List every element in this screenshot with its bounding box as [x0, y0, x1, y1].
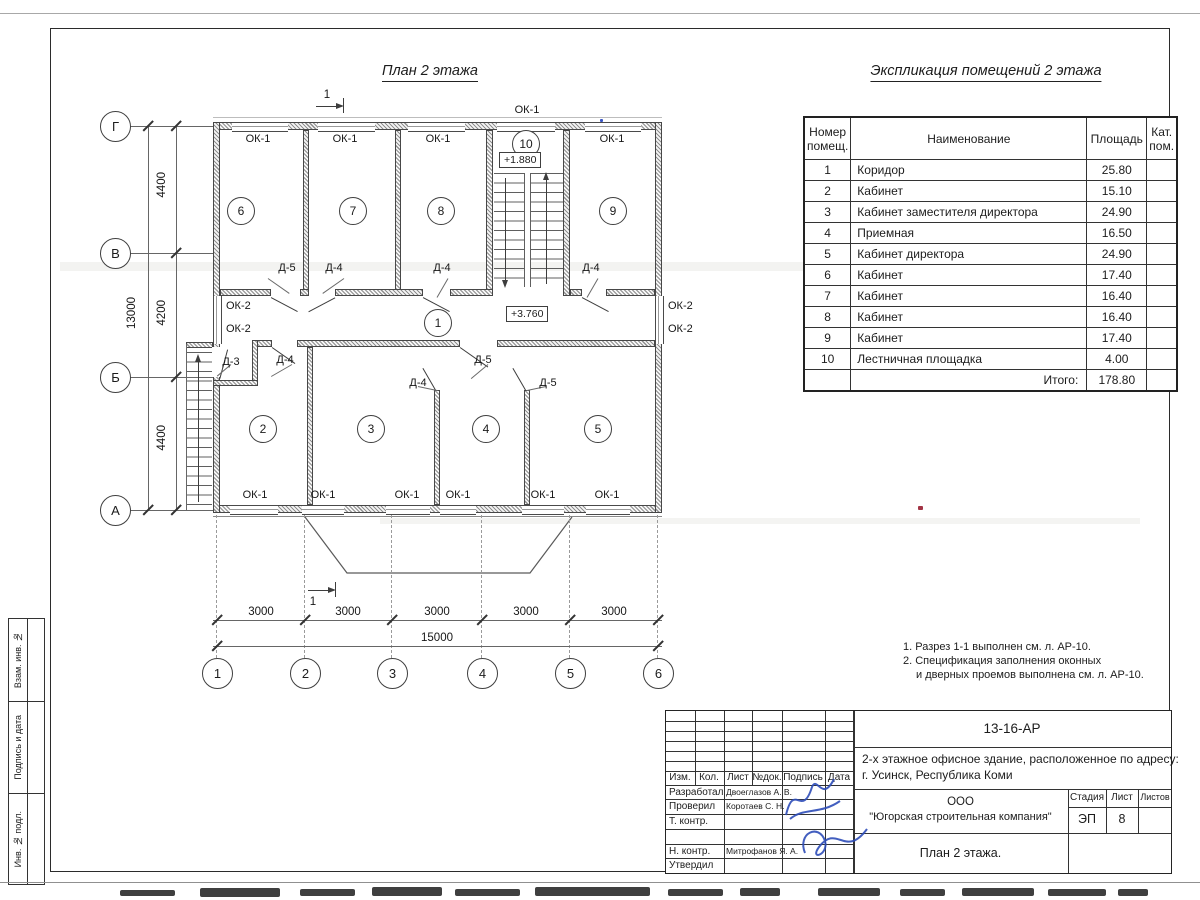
room-cat [1147, 181, 1177, 202]
tb-line [666, 731, 853, 732]
dim-value: 3000 [335, 606, 361, 618]
wall-external-stair [186, 342, 213, 348]
drawing-name: План 2 этажа. [919, 846, 1002, 860]
stair-treads [187, 352, 212, 506]
room-name: Кабинет директора [851, 244, 1087, 265]
entrance-canopy [300, 514, 580, 578]
room-bubble [424, 309, 452, 337]
note-line: 1. Разрез 1-1 выполнен см. л. АР-10. [903, 641, 1091, 653]
room-bubble [599, 197, 627, 225]
scan-blue-speck [600, 119, 603, 122]
dim-left-2: 4200 [156, 300, 168, 326]
axis-bubble-bottom [290, 658, 321, 689]
room-num: 7 [804, 286, 851, 307]
room-bubble [249, 415, 277, 443]
axis-label: В [111, 246, 120, 261]
axis-label: 4 [478, 666, 487, 681]
section-mark-number: 1 [323, 89, 331, 101]
dim-line-bottom-total [213, 646, 662, 647]
room-number: 4 [482, 422, 490, 436]
col-header-area: Площадь [1087, 117, 1147, 160]
room-num: 6 [804, 265, 851, 286]
dim-total-left: 13000 [126, 297, 138, 329]
window-label: ОК-2 [668, 323, 693, 335]
side-strip-cell [8, 793, 45, 885]
tb-line [666, 761, 853, 762]
tb-col-header: Кол. [699, 772, 719, 783]
axis-label: А [111, 503, 120, 518]
window-label: ОК-1 [242, 489, 268, 501]
project-description: г. Усинск, Республика Коми [862, 768, 1013, 782]
room-area: 4.00 [1087, 349, 1147, 370]
door-label: Д-3 [222, 356, 240, 368]
scan-blob [1048, 889, 1106, 896]
room-area: 16.50 [1087, 223, 1147, 244]
tb-role: Разработал [669, 787, 724, 798]
window-label: ОК-1 [599, 133, 625, 145]
room-num: 9 [804, 328, 851, 349]
scan-blob [200, 888, 280, 897]
company-name: "Югорская строительная компания" [869, 811, 1052, 823]
room-cat [1147, 160, 1177, 181]
room-area: 16.40 [1087, 307, 1147, 328]
lintel-line [213, 117, 662, 118]
tb-col-header: Подпись [783, 772, 823, 783]
table-row [804, 265, 1177, 286]
col-header-cat: Кат. пом. [1147, 117, 1177, 160]
scan-blob [1118, 889, 1148, 896]
room-num: 1 [804, 160, 851, 181]
tb-line [695, 711, 696, 785]
door-label: Д-5 [539, 377, 557, 389]
table-total-row [804, 370, 1177, 392]
axis-label: 1 [213, 666, 222, 681]
room-number: 7 [349, 204, 357, 218]
room-number: 3 [367, 422, 375, 436]
tb-col-header: Изм. [669, 772, 691, 783]
room-cat [1147, 265, 1177, 286]
stage-value: ЭП [1078, 812, 1096, 826]
room-bubble [472, 415, 500, 443]
tb-line [724, 711, 725, 873]
scan-edge-top [0, 13, 1200, 14]
document-code: 13-16-АР [983, 721, 1041, 736]
col-header-number: Номер помещ. [804, 117, 851, 160]
dim-value: 3000 [248, 606, 274, 618]
window-label: ОК-2 [226, 300, 251, 312]
room-name: Приемная [851, 223, 1087, 244]
signature-scribble [791, 819, 881, 867]
tb-col-header: Дата [827, 772, 851, 783]
witness-line [569, 515, 570, 658]
axis-label: 3 [388, 666, 397, 681]
tb-line [666, 751, 853, 752]
stair-down-arrow-icon [502, 280, 508, 288]
axis-bubble-left [100, 111, 131, 142]
table-row [804, 244, 1177, 265]
scan-blob [962, 888, 1034, 896]
table-row [804, 286, 1177, 307]
note-line: 2. Спецификация заполнения оконных [903, 655, 1102, 667]
schedule-title: Экспликация помещений 2 этажа [870, 63, 1101, 82]
table-row [804, 181, 1177, 202]
room-name: Коридор [851, 160, 1087, 181]
room-area: 25.80 [1087, 160, 1147, 181]
axis-leader [130, 253, 213, 254]
stair-arrow-line [505, 178, 506, 280]
axis-label: 5 [566, 666, 575, 681]
room-bubble [427, 197, 455, 225]
dim-value: 3000 [424, 606, 450, 618]
room-num: 3 [804, 202, 851, 223]
dim-value: 3000 [601, 606, 627, 618]
axis-leader [130, 510, 213, 511]
window-label: ОК-1 [514, 104, 540, 116]
door-label: Д-4 [409, 377, 427, 389]
section-mark-line [316, 106, 338, 107]
door-label: Д-5 [278, 262, 296, 274]
tb-role: Н. контр. [669, 846, 711, 857]
table-row [804, 349, 1177, 370]
room-area: 15.10 [1087, 181, 1147, 202]
window-ok1 [586, 505, 630, 515]
scan-blob [372, 887, 442, 896]
room-cat [1147, 244, 1177, 265]
witness-line [391, 515, 392, 658]
stair-center-rail [524, 173, 531, 287]
room-number: 5 [594, 422, 602, 436]
axis-bubble-bottom [467, 658, 498, 689]
room-num: 8 [804, 307, 851, 328]
room-area: 16.40 [1087, 286, 1147, 307]
axis-label: 2 [301, 666, 310, 681]
room-name: Кабинет [851, 328, 1087, 349]
wall-corridor-top [300, 289, 309, 296]
window-ok1 [585, 122, 641, 132]
dim-line-left [176, 126, 177, 510]
scan-blob [300, 889, 355, 896]
tb-name: Двоеглазов А. В. [726, 787, 792, 797]
window-label: ОК-1 [425, 133, 451, 145]
window-label: ОК-1 [245, 133, 271, 145]
room-number: 6 [237, 204, 245, 218]
window-ok1 [408, 122, 465, 132]
wall-partition [303, 130, 309, 296]
stair-arrow-line [546, 180, 547, 284]
dim-value: 3000 [513, 606, 539, 618]
side-strip-cell [8, 701, 45, 794]
table-row [804, 202, 1177, 223]
witness-line [216, 515, 217, 658]
plan-title: План 2 этажа [382, 63, 478, 82]
scan-blob [455, 889, 520, 896]
tb-line [666, 741, 853, 742]
wall-partition [524, 390, 530, 505]
table-row [804, 160, 1177, 181]
tb-role: Проверил [669, 801, 716, 812]
sheets-label: Листов [1140, 792, 1170, 802]
room-number: 8 [437, 204, 445, 218]
blank-cell [1147, 370, 1177, 392]
window-label: ОК-1 [394, 489, 420, 501]
notes [903, 640, 1144, 682]
room-cat [1147, 349, 1177, 370]
side-strip-label: Инв. № подл. [13, 810, 23, 868]
tb-line [853, 747, 1171, 748]
axis-bubble-bottom [643, 658, 674, 689]
tb-role: Утвердил [669, 860, 714, 871]
side-strip-label-box [9, 794, 28, 884]
room-number: 1 [434, 316, 442, 330]
wall-corridor-top [450, 289, 493, 296]
axis-label: 6 [654, 666, 663, 681]
tb-role: Т. контр. [669, 816, 709, 827]
wall-partition [434, 390, 440, 505]
room-num: 10 [804, 349, 851, 370]
room-name: Кабинет заместителя директора [851, 202, 1087, 223]
table-row [804, 307, 1177, 328]
side-strip-label: Подпись и дата [13, 715, 23, 780]
scan-blob [120, 890, 175, 896]
axis-bubble-bottom [377, 658, 408, 689]
wall-vestibule [213, 380, 258, 386]
room-cat [1147, 328, 1177, 349]
total-value: 178.80 [1087, 370, 1147, 392]
tb-line [1138, 789, 1139, 833]
room-area: 24.90 [1087, 202, 1147, 223]
col-header-name: Наименование [851, 117, 1087, 160]
wall-corridor-top [220, 289, 271, 296]
door-label: Д-4 [276, 354, 294, 366]
sheet-label: Лист [1111, 792, 1133, 803]
room-name: Кабинет [851, 307, 1087, 328]
room-name: Кабинет [851, 286, 1087, 307]
dim-left-1: 4400 [156, 172, 168, 198]
room-num: 2 [804, 181, 851, 202]
stage-label: Стадия [1069, 792, 1105, 803]
section-mark-tick [343, 98, 344, 113]
wall-corridor-top [606, 289, 655, 296]
window-label: ОК-1 [594, 489, 620, 501]
window-label: ОК-2 [226, 323, 251, 335]
room-bubble [584, 415, 612, 443]
door-label: Д-4 [433, 262, 451, 274]
project-description: 2-х этажное офисное здание, расположенное по адресу: [862, 752, 1179, 766]
room-number: 2 [259, 422, 267, 436]
room-cat [1147, 223, 1177, 244]
table-row [804, 223, 1177, 244]
signature-scribble [774, 773, 846, 825]
window-label: ОК-1 [310, 489, 336, 501]
room-name: Кабинет [851, 265, 1087, 286]
window-ok1 [318, 122, 375, 132]
company-name: ООО [947, 796, 974, 808]
tb-line [853, 789, 1171, 790]
axis-bubble-left [100, 495, 131, 526]
room-cat [1147, 307, 1177, 328]
room-cat [1147, 202, 1177, 223]
dim-total-bottom: 15000 [421, 632, 453, 644]
window-ok2 [655, 296, 664, 344]
room-bubble [227, 197, 255, 225]
wall-corridor-bottom [297, 340, 460, 347]
room-number: 10 [519, 137, 533, 151]
axis-label: Б [111, 370, 120, 385]
witness-line [657, 515, 658, 658]
tb-col-header: №док. [752, 772, 782, 783]
side-strip-label: Взам. инв. № [13, 631, 23, 689]
stair-up-arrow-icon [195, 354, 201, 362]
dim-line-total-left [148, 126, 149, 510]
scan-blob [740, 888, 780, 896]
dim-left-3: 4400 [156, 425, 168, 451]
room-bubble [357, 415, 385, 443]
window-ok1 [230, 505, 278, 515]
wall-partition [395, 130, 401, 296]
total-label: Итого: [851, 370, 1087, 392]
tb-line [1068, 789, 1069, 873]
wall-stairwell-left [486, 130, 493, 296]
note-line: и дверных проемов выполнена см. л. АР-10. [916, 669, 1144, 681]
scan-edge-bottom [0, 882, 1200, 883]
room-bubble [339, 197, 367, 225]
room-num: 4 [804, 223, 851, 244]
tb-line [1068, 807, 1171, 808]
side-strip-label-box [9, 702, 28, 793]
tb-col-header: Лист [727, 772, 749, 783]
elevation-mark: +3.760 [506, 306, 548, 322]
title-block [665, 710, 1179, 874]
window-label: ОК-1 [445, 489, 471, 501]
scan-blob [535, 887, 650, 896]
door-label: Д-4 [582, 262, 600, 274]
axis-bubble-left [100, 362, 131, 393]
scan-blob [818, 888, 880, 896]
section-mark-number: 1 [309, 596, 317, 608]
axis-label: Г [111, 119, 120, 134]
tb-name: Митрофанов Я. А. [726, 846, 799, 856]
room-area: 17.40 [1087, 328, 1147, 349]
side-strip [8, 618, 45, 885]
witness-line [304, 515, 305, 658]
dim-line-bottom [213, 620, 662, 621]
room-name: Кабинет [851, 181, 1087, 202]
table-row [804, 328, 1177, 349]
room-num: 5 [804, 244, 851, 265]
axis-bubble-bottom [202, 658, 233, 689]
window-ok2 [213, 296, 222, 344]
door-label: Д-4 [325, 262, 343, 274]
room-name: Лестничная площадка [851, 349, 1087, 370]
tb-line [666, 721, 853, 722]
tb-name: Коротаев С. Н. [726, 801, 785, 811]
window-ok1 [232, 122, 288, 132]
room-cat [1147, 286, 1177, 307]
tb-line [1106, 789, 1107, 833]
wall-corridor-bottom [497, 340, 655, 347]
elevation-mark: +1.880 [499, 152, 541, 168]
room-schedule-table [803, 116, 1178, 392]
window-label: ОК-1 [530, 489, 556, 501]
stair-arrow-line [198, 362, 199, 502]
wall-corridor-top [335, 289, 423, 296]
axis-bubble-left [100, 238, 131, 269]
wall-corridor-top [570, 289, 582, 296]
wall-stairwell-right [563, 130, 570, 296]
sheet-number: 8 [1118, 812, 1126, 826]
scan-red-mark [918, 506, 923, 510]
tb-line [853, 833, 1171, 834]
stair-up-arrow-icon [543, 172, 549, 180]
axis-bubble-bottom [555, 658, 586, 689]
axis-leader [130, 126, 213, 127]
scan-blob [900, 889, 945, 896]
room-number: 9 [609, 204, 617, 218]
witness-line [481, 515, 482, 658]
scan-blob [668, 889, 723, 896]
wall-partition [307, 347, 313, 505]
section-mark-tick [335, 582, 336, 597]
room-area: 24.90 [1087, 244, 1147, 265]
door-label: Д-5 [474, 354, 492, 366]
window-label: ОК-2 [668, 300, 693, 312]
side-strip-label-box [9, 619, 28, 701]
window-label: ОК-1 [332, 133, 358, 145]
side-strip-cell [8, 618, 45, 702]
room-area: 17.40 [1087, 265, 1147, 286]
section-mark-line [308, 590, 330, 591]
blank-cell [804, 370, 851, 392]
